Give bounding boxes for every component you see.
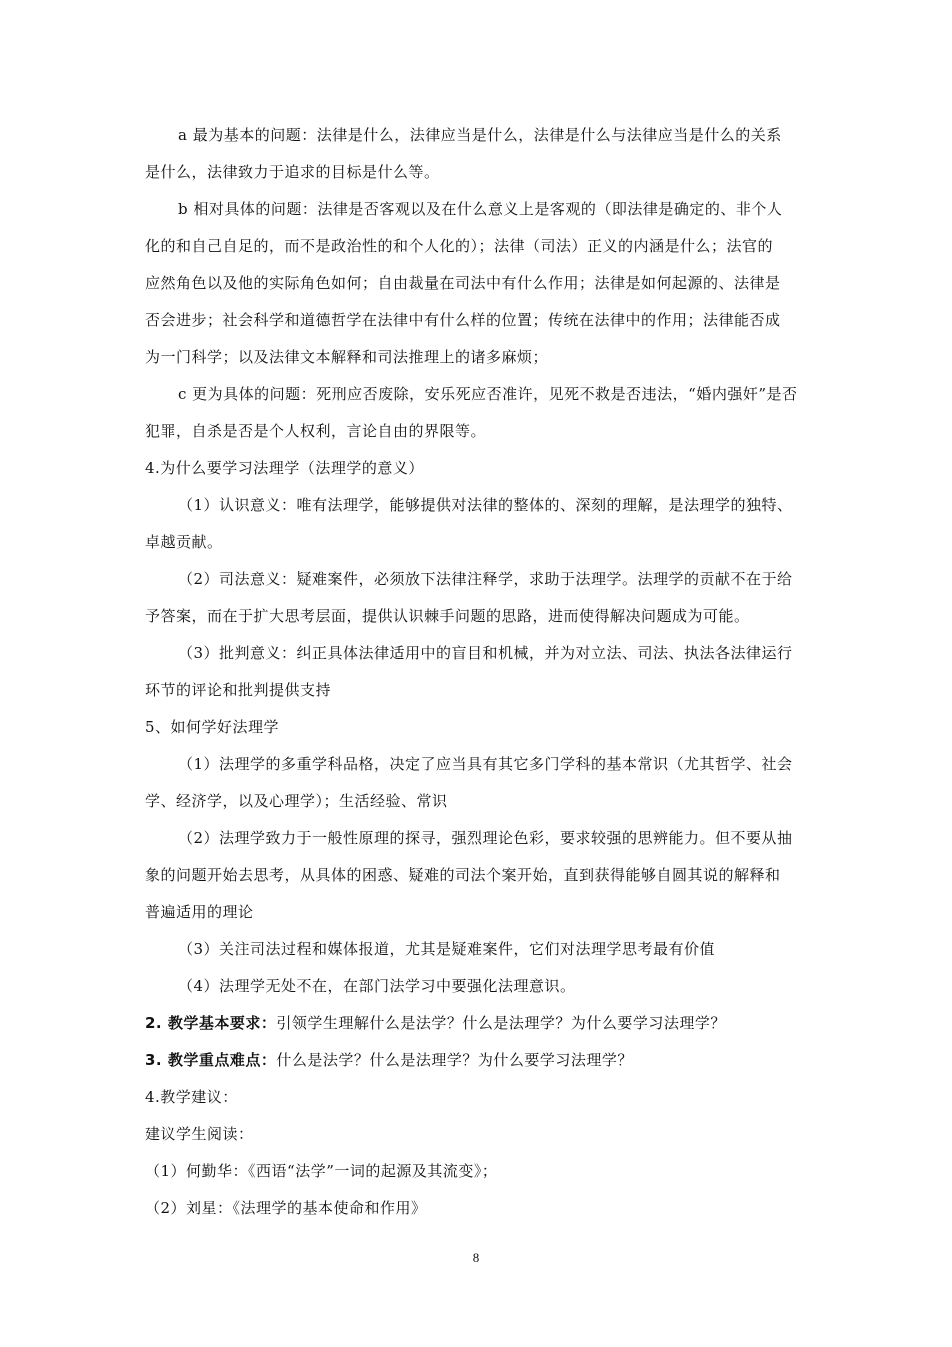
paragraph-line: 否会进步；社会科学和道德哲学在法律中有什么样的位置；传统在法律中的作用；法律能否成 (145, 311, 781, 329)
requirements-label: 2. 教学基本要求： (145, 1014, 277, 1032)
paragraph-line: 普遍适用的理论 (145, 903, 254, 921)
paragraph-line: （1）认识意义：唯有法理学，能够提供对法律的整体的、深刻的理解，是法理学的独特、 (178, 496, 793, 514)
page-number: 8 (472, 1250, 480, 1265)
paragraph-line: （3）批判意义：纠正具体法律适用中的盲目和机械，并为对立法、司法、执法各法律运行 (178, 644, 793, 662)
paragraph-line: 卓越贡献。 (145, 533, 223, 551)
paragraph-line: 象的问题开始去思考，从具体的困惑、疑难的司法个案开始，直到获得能够自圆其说的解释和 (145, 866, 781, 884)
paragraph-line: a 最为基本的问题：法律是什么，法律应当是什么，法律是什么与法律应当是什么的关系 (178, 126, 782, 144)
paragraph-line: 犯罪，自杀是否是个人权利，言论自由的界限等。 (145, 422, 487, 440)
paragraph-line: （2）司法意义：疑难案件，必须放下法律注释学，求助于法理学。法理学的贡献不在于给 (178, 570, 793, 588)
paragraph-line: （4）法理学无处不在，在部门法学习中要强化法理意识。 (178, 977, 576, 995)
paragraph-line: （2）法理学致力于一般性原理的探寻，强烈理论色彩，要求较强的思辨能力。但不要从抽 (178, 829, 793, 847)
page-body (145, 117, 840, 1227)
teaching-key-points (145, 1042, 840, 1079)
paragraph-line: 是什么，法律致力于追求的目标是什么等。 (145, 163, 440, 181)
section-heading: 5、如何学好法理学 (145, 718, 280, 736)
paragraph-line: c 更为具体的问题：死刑应否废除，安乐死应否准许，见死不救是否违法，“婚内强奸”是否 (178, 385, 798, 403)
paragraph-line: 为一门科学；以及法律文本解释和司法推理上的诸多麻烦； (145, 348, 549, 366)
key-points-label: 3. 教学重点难点： (145, 1051, 277, 1069)
key-points-text: 什么是法学？什么是法理学？为什么要学习法理学？ (276, 1051, 633, 1069)
paragraph-line: 化的和自己自足的，而不是政治性的和个人化的）；法律（司法）正义的内涵是什么；法官的 (145, 237, 774, 255)
reading-item: （2）刘星：《法理学的基本使命和作用》 (145, 1199, 427, 1217)
paragraph-line: 应然角色以及他的实际角色如何；自由裁量在司法中有什么作用；法律是如何起源的、法律是 (145, 274, 781, 292)
paragraph-line: 环节的评论和批判提供支持 (145, 681, 332, 699)
paragraph-line: 建议学生阅读： (145, 1125, 254, 1143)
section-heading: 4.教学建议： (145, 1088, 238, 1106)
paragraph-line: 予答案，而在于扩大思考层面，提供认识棘手问题的思路，进而使得解决问题成为可能。 (145, 607, 750, 625)
requirements-text: 引领学生理解什么是法学？什么是法理学？为什么要学习法理学？ (276, 1014, 726, 1032)
paragraph-line: 学、经济学，以及心理学）；生活经验、常识 (145, 792, 448, 810)
teaching-requirements (145, 1005, 840, 1042)
reading-item: （1）何勤华：《西语“法学”一词的起源及其流变》； (145, 1162, 498, 1180)
paragraph-line: （1）法理学的多重学科品格，决定了应当具有其它多门学科的基本常识（尤其哲学、社会 (178, 755, 793, 773)
paragraph-line: （3）关注司法过程和媒体报道，尤其是疑难案件，它们对法理学思考最有价值 (178, 940, 716, 958)
paragraph-line: b 相对具体的问题：法律是否客观以及在什么意义上是客观的（即法律是确定的、非个人 (178, 200, 783, 218)
section-heading: 4.为什么要学习法理学（法理学的意义） (145, 459, 424, 477)
